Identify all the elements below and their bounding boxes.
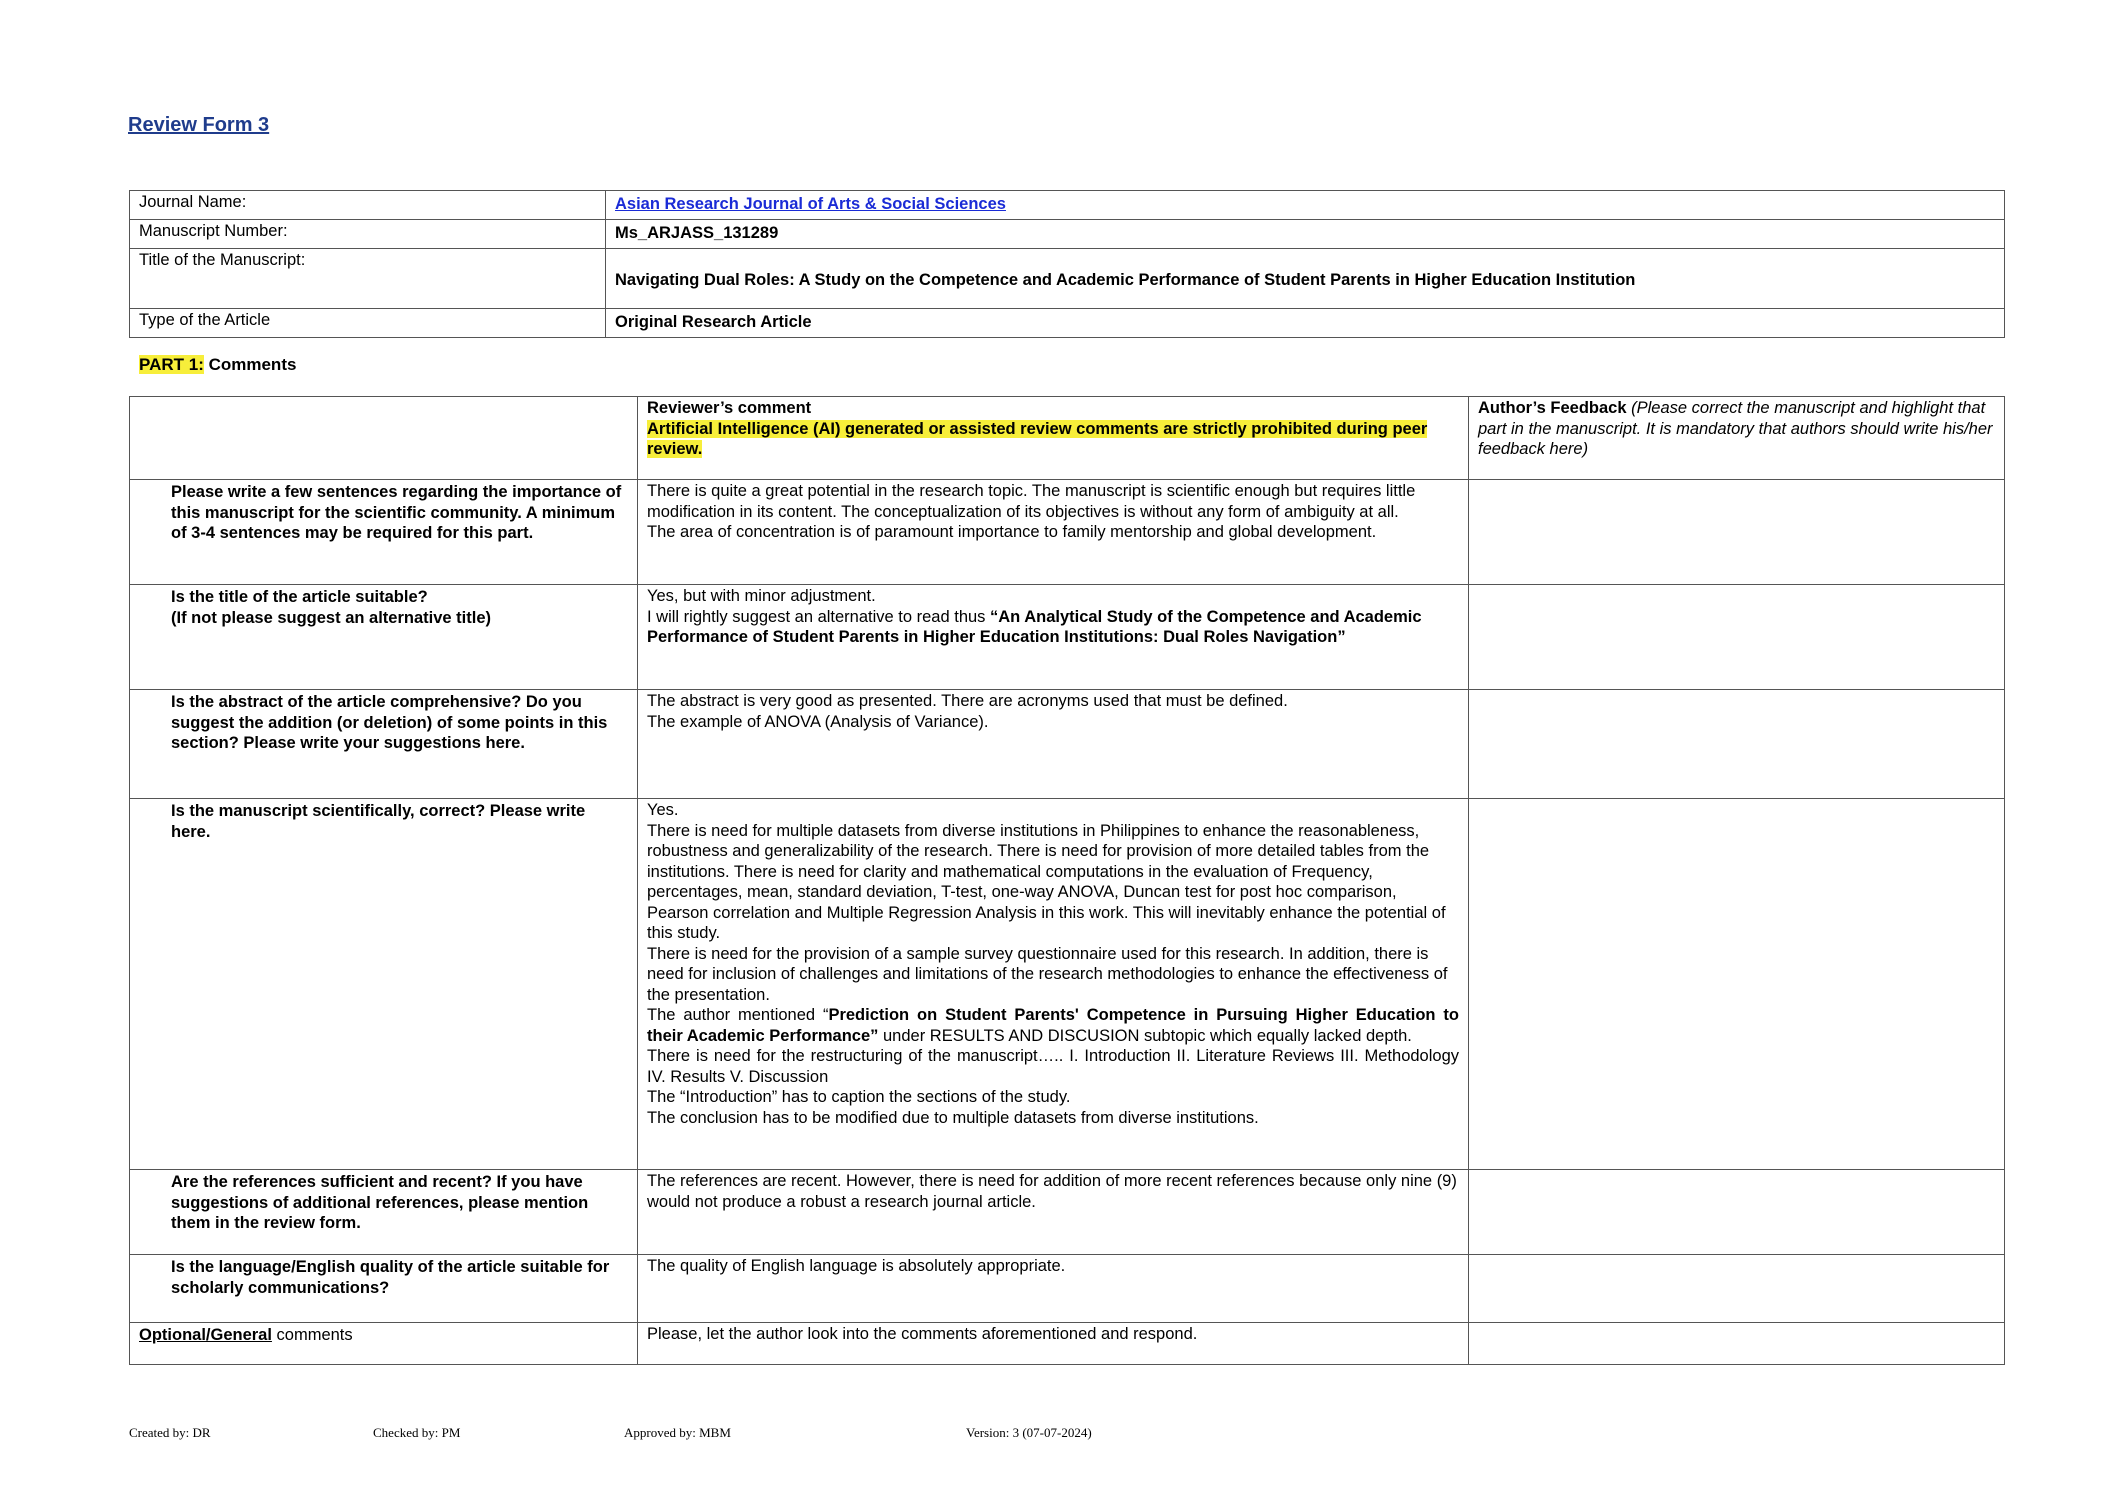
header-empty-cell (130, 397, 638, 480)
journal-value (606, 191, 2005, 220)
footer-approved: Approved by: MBM (624, 1425, 731, 1440)
reviewer-comment-title: Reviewer’s comment (647, 399, 812, 417)
comment-line: The “Introduction” has to caption the sections of the study. (647, 1088, 1071, 1106)
question-abstract: Is the abstract of the article comprehensive? Do you suggest the addition (or deletion) of some points in this section? Please write your suggestions here. (130, 690, 638, 799)
type-label: Type of the Article (130, 309, 606, 338)
manuscript-label: Manuscript Number: (130, 220, 606, 249)
type-row (130, 309, 2005, 338)
suggested-title: “An Analytical Study of the Competence and Academic Performance of Student Parents in Higher Education Institutions: Dual Roles Navigation” (647, 607, 1422, 646)
reviewer-comment-scientific (638, 799, 1469, 1170)
reviewer-comment-language: The quality of English language is absolutely appropriate. (638, 1255, 1469, 1323)
part1-suffix: Comments (203, 355, 297, 374)
title-value: Navigating Dual Roles: A Study on the Competence and Academic Performance of Student Parents in Higher Education Institution (606, 249, 2005, 309)
journal-link[interactable]: Asian Research Journal of Arts & Social Sciences (615, 195, 1006, 213)
author-feedback-title: Author’s Feedback (1478, 399, 1627, 417)
comment-line: Yes. (647, 801, 679, 819)
question-references: Are the references sufficient and recent? If you have suggestions of additional references, please mention them in the review form. (130, 1170, 638, 1255)
reviewer-header (638, 397, 1469, 480)
comment-line: The abstract is very good as presented. There are acronyms used that must be defined. (647, 692, 1288, 710)
table-row (130, 585, 2005, 690)
journal-row (130, 191, 2005, 220)
question-importance: Please write a few sentences regarding the importance of this manuscript for the scientific community. A minimum of 3-4 sentences may be required for this part. (130, 480, 638, 585)
author-feedback-cell[interactable] (1469, 585, 2005, 690)
comment-line (647, 607, 1459, 648)
comment-line: The conclusion has to be modified due to multiple datasets from diverse institutions. (647, 1108, 1259, 1127)
type-value: Original Research Article (606, 309, 2005, 338)
author-feedback-cell[interactable] (1469, 480, 2005, 585)
footer-checked: Checked by: PM (373, 1425, 461, 1440)
comments-table (129, 396, 2005, 1365)
table-row (130, 1255, 2005, 1323)
title-row (130, 249, 2005, 309)
comment-text: I will rightly suggest an alternative to read thus (647, 607, 991, 626)
table-row (130, 690, 2005, 799)
question-line: Is the title of the article suitable? (171, 588, 428, 606)
reviewer-comment-title-row (638, 585, 1469, 690)
comment-line: There is need for the provision of a sample survey questionnaire used for this research. In addition, there is need for inclusion of challenges and limitations of the research methodologies to enhance the effectiveness of the presentation. (647, 944, 1448, 1004)
manuscript-value: Ms_ARJASS_131289 (606, 220, 2005, 249)
comment-text: under RESULTS AND DISCUSION subtopic which equally lacked depth. (878, 1026, 1412, 1045)
comment-line: There is quite a great potential in the research topic. The manuscript is scientific enough but requires little modification in its content. The conceptualization of its objectives is without any form of ambiguity at all. (647, 482, 1416, 521)
reviewer-comment-abstract (638, 690, 1469, 799)
author-feedback-cell[interactable] (1469, 690, 2005, 799)
optional-row (130, 1323, 2005, 1365)
comment-line: There is need for the restructuring of the manuscript….. I. Introduction II. Literature Reviews III. Methodology IV. Results V. Discussion (647, 1047, 1459, 1086)
comment-line: The area of concentration is of paramount importance to family mentorship and global development. (647, 523, 1377, 541)
title-label: Title of the Manuscript: (130, 249, 606, 309)
optional-label (130, 1323, 638, 1365)
comment-line: The example of ANOVA (Analysis of Variance). (647, 712, 989, 731)
ai-notice: Artificial Intelligence (AI) generated or assisted review comments are strictly prohibited during peer review. (647, 419, 1428, 458)
question-scientific: Is the manuscript scientifically, correct? Please write here. (130, 799, 638, 1170)
manuscript-row (130, 220, 2005, 249)
question-line: (If not please suggest an alternative title) (171, 608, 491, 627)
footer-version: Version: 3 (07-07-2024) (966, 1425, 1092, 1440)
comment-line: Yes, but with minor adjustment. (647, 587, 876, 605)
question-language: Is the language/English quality of the article suitable for scholarly communications? (130, 1255, 638, 1323)
author-feedback-cell[interactable] (1469, 1255, 2005, 1323)
optional-label-rest: comments (271, 1326, 353, 1344)
table-row (130, 480, 2005, 585)
reviewer-comment-importance (638, 480, 1469, 585)
author-feedback-cell[interactable] (1469, 799, 2005, 1170)
part1-heading (139, 355, 296, 375)
author-header (1469, 397, 2005, 480)
author-feedback-cell[interactable] (1469, 1323, 2005, 1365)
table-row (130, 799, 2005, 1170)
comment-text: The author mentioned “ (647, 1006, 829, 1024)
page-title: Review Form 3 (128, 114, 270, 136)
manuscript-info-table (129, 190, 2005, 338)
question-title (130, 585, 638, 690)
table-row (130, 1170, 2005, 1255)
comment-line: There is need for multiple datasets from diverse institutions in Philippines to enhance the reasonableness, robustness and generalizability of the research. There is need for provision of more detailed tables from the institutions. There is need for clarity and mathematical computations in the evaluation of Frequency, percentages, mean, standard deviation, T-test, one-way ANOVA, Duncan test for post hoc comparison, Pearson correlation and Multiple Regression Analysis in this work. This will inevitably enhance the potential of this study. (647, 821, 1446, 942)
footer-created: Created by: DR (129, 1425, 211, 1440)
comment-line (647, 1005, 1459, 1046)
author-feedback-note: (Please correct the manuscript and highlight that part in the manuscript. It is mandatory that authors should write his/her feedback here) (1478, 399, 1993, 458)
reviewer-comment-references: The references are recent. However, there is need for addition of more recent references because only nine (9) would not produce a robust a research journal article. (638, 1170, 1469, 1255)
part1-label: PART 1: (139, 355, 204, 374)
journal-label: Journal Name: (130, 191, 606, 220)
comment-bold-text: Prediction on Student Parents' Competence in Pursuing Higher Education to their Academic Performance” (647, 1006, 1459, 1045)
optional-comment: Please, let the author look into the comments aforementioned and respond. (638, 1323, 1469, 1365)
author-feedback-cell[interactable] (1469, 1170, 2005, 1255)
header-row (130, 397, 2005, 480)
optional-label-bold: Optional/General (139, 1326, 272, 1344)
